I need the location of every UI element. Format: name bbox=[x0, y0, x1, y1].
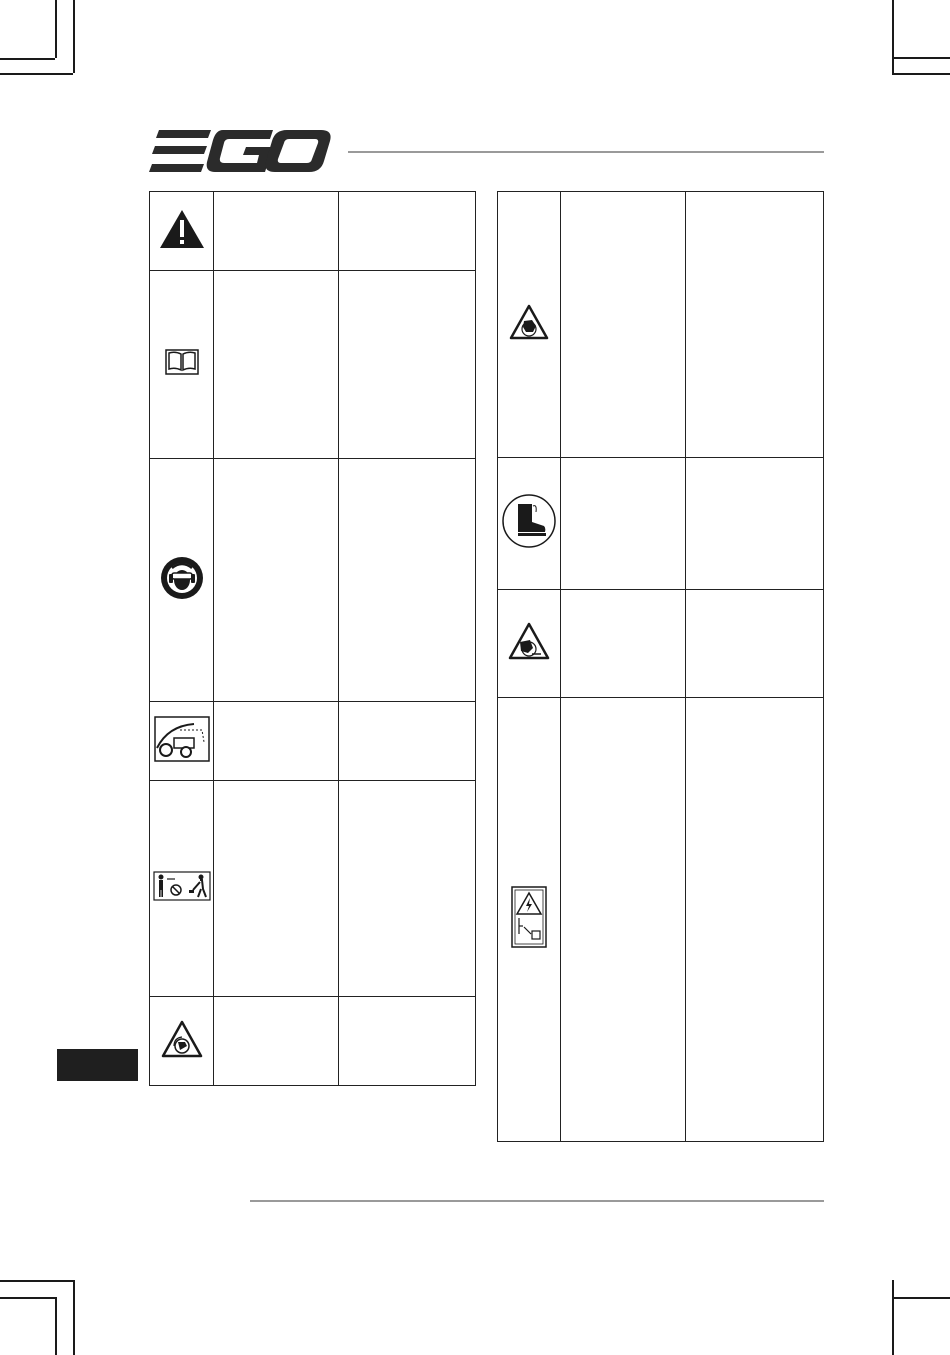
table-row bbox=[150, 271, 476, 459]
table-row bbox=[498, 590, 824, 698]
symbol-description bbox=[339, 459, 476, 702]
symbol-description bbox=[339, 271, 476, 459]
ego-logo bbox=[149, 130, 331, 172]
symbol-description bbox=[686, 590, 824, 698]
table-row bbox=[150, 781, 476, 997]
symbol-description bbox=[339, 997, 476, 1086]
crop-mark bbox=[0, 1280, 73, 1282]
symbol-name bbox=[561, 590, 686, 698]
symbol-name bbox=[214, 702, 339, 781]
table-row bbox=[498, 192, 824, 458]
crop-mark bbox=[73, 1280, 75, 1355]
symbol-name bbox=[214, 192, 339, 271]
crop-mark bbox=[892, 73, 950, 75]
rotating-blade-warning-icon bbox=[161, 1020, 203, 1063]
symbol-name bbox=[561, 698, 686, 1142]
crop-mark bbox=[892, 0, 894, 73]
symbol-description bbox=[686, 192, 824, 458]
electric-shock-keep-distance-icon bbox=[511, 886, 547, 953]
symbol-name bbox=[214, 459, 339, 702]
discharge-guard-mower-icon bbox=[154, 716, 210, 767]
symbol-description bbox=[686, 458, 824, 590]
symbol-name bbox=[214, 997, 339, 1086]
warning-triangle-icon bbox=[159, 209, 205, 254]
crop-mark bbox=[55, 1297, 57, 1355]
symbols-table-right bbox=[497, 191, 824, 1142]
table-row bbox=[150, 997, 476, 1086]
table-row bbox=[150, 192, 476, 271]
table-row bbox=[150, 459, 476, 702]
crop-mark bbox=[73, 0, 75, 73]
table-row bbox=[498, 458, 824, 590]
table-row bbox=[498, 698, 824, 1142]
symbol-name bbox=[561, 458, 686, 590]
wear-safety-boots-icon bbox=[502, 494, 556, 553]
table-row bbox=[150, 702, 476, 781]
crop-mark bbox=[892, 1297, 950, 1299]
crop-mark bbox=[0, 1297, 55, 1299]
symbol-description bbox=[339, 702, 476, 781]
crop-mark bbox=[0, 58, 55, 60]
crop-mark bbox=[0, 73, 73, 75]
crop-mark bbox=[892, 1280, 894, 1355]
symbol-name bbox=[214, 781, 339, 997]
symbol-description bbox=[339, 781, 476, 997]
foot-cut-warning-icon bbox=[508, 622, 550, 665]
symbol-name bbox=[214, 271, 339, 459]
symbols-table-left bbox=[149, 191, 476, 1086]
language-tab bbox=[57, 1049, 138, 1081]
keep-bystanders-away-icon bbox=[153, 871, 211, 906]
header-rule bbox=[348, 151, 824, 153]
symbol-name bbox=[561, 192, 686, 458]
footer-rule bbox=[250, 1200, 824, 1202]
read-manual-book-icon bbox=[165, 348, 199, 381]
crop-mark bbox=[55, 0, 57, 58]
symbol-description bbox=[339, 192, 476, 271]
crop-mark bbox=[892, 57, 950, 59]
hand-cut-warning-icon bbox=[509, 304, 549, 345]
eye-ear-protection-icon bbox=[160, 556, 204, 605]
symbol-description bbox=[686, 698, 824, 1142]
